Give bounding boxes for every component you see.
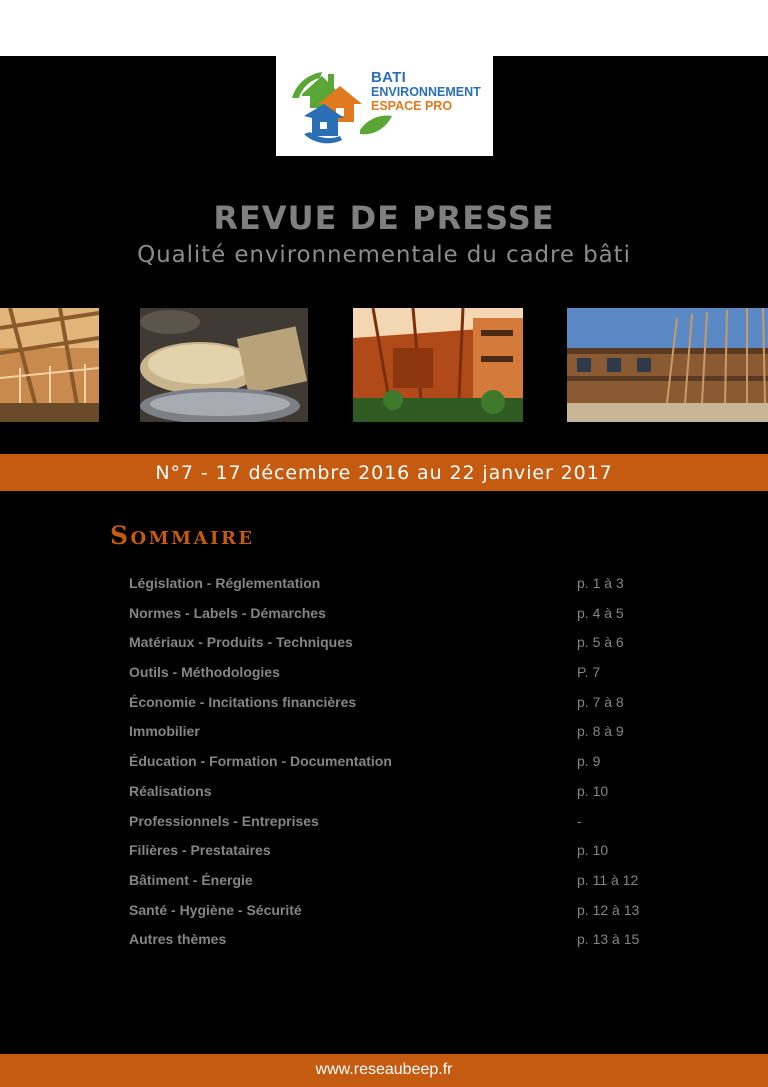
toc-page: p. 4 à 5 [577, 604, 624, 621]
toc-page: p. 7 à 8 [577, 693, 624, 710]
toc-row[interactable] [129, 575, 689, 605]
toc-label: Économie - Incitations financières [129, 693, 357, 710]
toc-row[interactable] [129, 694, 689, 724]
toc-page: p. 9 [577, 753, 601, 770]
toc-label: Réalisations [129, 782, 212, 799]
toc-row[interactable] [129, 605, 689, 635]
toc-row[interactable] [129, 872, 689, 902]
toc-row[interactable] [129, 842, 689, 872]
timber-frame-photo [0, 308, 99, 422]
logo-text-environnement: ENVIRONNEMENT [371, 85, 481, 99]
toc-page: p. 10 [577, 842, 609, 859]
toc-label: Bâtiment - Énergie [129, 871, 253, 888]
toc-label: Autres thèmes [129, 931, 227, 948]
toc-row[interactable] [129, 931, 689, 961]
table-of-contents [129, 575, 689, 961]
atrium-building-photo [353, 308, 523, 422]
toc-label: Outils - Méthodologies [129, 664, 280, 681]
website-link[interactable]: www.reseaubeep.fr [315, 1061, 453, 1078]
insulation-materials-photo [140, 308, 308, 422]
page-subtitle: Qualité environnementale du cadre bâti [137, 242, 631, 268]
toc-label: Normes - Labels - Démarches [129, 604, 326, 621]
toc-page: p. 12 à 13 [577, 901, 640, 918]
toc-page: p. 8 à 9 [577, 723, 624, 740]
toc-label: Législation - Réglementation [129, 575, 321, 591]
toc-row[interactable] [129, 664, 689, 694]
toc-page: p. 1 à 3 [577, 575, 624, 591]
toc-page: p. 10 [577, 782, 609, 799]
logo[interactable] [276, 56, 493, 156]
wooden-facade-building-photo [567, 308, 768, 422]
toc-row[interactable] [129, 634, 689, 664]
toc-page: p. 5 à 6 [577, 634, 624, 651]
issue-banner: N°7 - 17 décembre 2016 au 22 janvier 2017 [0, 454, 768, 491]
toc-page: p. 11 à 12 [577, 871, 639, 888]
toc-row[interactable] [129, 813, 689, 843]
toc-label: Santé - Hygiène - Sécurité [129, 901, 302, 918]
logo-text-espace-pro: ESPACE PRO [371, 98, 453, 113]
toc-row[interactable] [129, 723, 689, 753]
logo-text-bati: BATI [371, 69, 407, 86]
toc-row[interactable] [129, 783, 689, 813]
toc-label: Éducation - Formation - Documentation [129, 753, 392, 770]
toc-row[interactable] [129, 753, 689, 783]
sommaire-heading: Sommaire [110, 521, 255, 550]
toc-page: p. 13 à 15 [577, 931, 640, 948]
page-title: REVUE DE PRESSE [213, 199, 555, 237]
toc-page: - [577, 812, 582, 829]
footer-bar [0, 1054, 768, 1087]
toc-label: Filières - Prestataires [129, 842, 271, 859]
toc-row[interactable] [129, 902, 689, 932]
toc-label: Immobilier [129, 723, 200, 740]
toc-label: Matériaux - Produits - Techniques [129, 634, 353, 651]
toc-page: P. 7 [577, 664, 601, 681]
toc-label: Professionnels - Entreprises [129, 812, 319, 829]
